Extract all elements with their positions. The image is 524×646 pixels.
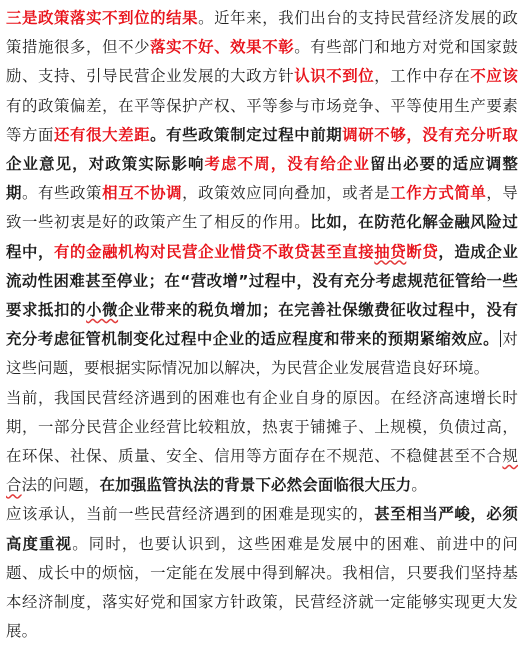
text-segment: 。有些政策 [22, 184, 103, 203]
text-segment: 有的金融机构对民营企业惜贷不敢贷甚至直接 [54, 242, 375, 261]
text-segment: 法的问题， [21, 476, 100, 495]
text-segment: 工作方式简单 [390, 184, 487, 203]
text-segment: 。有些政策制定过程中前期 [150, 125, 343, 144]
document-body [6, 4, 518, 646]
text-segment: 调研不够，没有充分听取 [342, 125, 518, 144]
text-segment: 应该承认，当前一些民营经济遇到的困难是现实的， [6, 505, 375, 524]
text-segment: 当前，我国民营经济遇到的困难也有企业自身的原因。在经济高速增长时期，一部分民营企业经营比较粗放，热衷于铺摊子、上规模，负债过高，在环保、社保、质量、安全、信用等方面存在不规范、不稳健甚至不合 [6, 388, 518, 466]
text-segment: 。同时，也要认识到，这些困难是发展中的困难、前进中的问题、成长中的烦恼，一定能在发展中得到解决。我相信，只要我们坚持基本经济制度，落实好党和国家方针政策，民营经济就一定能够实现更大发展。 [6, 534, 518, 641]
text-segment: 企业带来的税负增加；在完善社保缴费征收过程中，没有充分考虑征管机制变化过程中企业的适应程度和带来的预期紧缩效应。 [6, 301, 518, 349]
text-segment: 断贷 [406, 242, 439, 261]
text-segment: 。有些部门和地方对党和国家鼓励、支持、引导民营企业发展的大政方针 [6, 38, 518, 86]
paragraph-3 [6, 500, 518, 646]
text-segment: 在加强监管执法的背景下必然会面临很大压力 [99, 476, 412, 495]
text-segment: 小微 [86, 301, 119, 320]
text-segment: ，导致一些初衷是好的政策产生了相反的作用。 [6, 184, 518, 232]
text-segment: 考虑不周，没有给企业 [204, 155, 371, 174]
text-segment: 甚至相当严峻，必须高度重视 [6, 505, 518, 553]
text-segment: 有的政策偏差，在平等保护产权、平等参与市场竞争、平等使用生产要素等方面 [6, 96, 518, 144]
text-segment: 相互不协调 [102, 184, 183, 203]
text-segment: 还有很大差距 [54, 125, 151, 144]
paragraph-2 [6, 384, 518, 501]
text-segment: ，造成企业流动性困难甚至停业；在“营改增”过程中，没有充分考虑规范征管给一些要求抵扣的 [6, 242, 518, 320]
text-segment: 。近年来，我们出台的支持民营经济发展的政策措施很多，但不少 [6, 9, 518, 57]
text-segment: 规合 [6, 447, 518, 495]
text-segment: 认识不到位 [294, 67, 375, 86]
text-segment: 不应该 [470, 67, 518, 86]
text-segment: 对这些问题，要根据实际情况加以解决，为民营企业发展营造良好环境。 [6, 330, 518, 378]
text-segment: 抽贷 [374, 242, 407, 261]
text-segment: ，政策效应同向叠加，或者是 [182, 184, 391, 203]
text-segment: 企业意见，对政策实际影响 [6, 155, 205, 174]
text-segment: 比如，在防范化解金融风险过程中， [6, 213, 518, 261]
text-segment: 留出必要的适应调整期 [6, 155, 518, 203]
text-segment: ，工作中存在 [374, 67, 471, 86]
text-cursor [500, 330, 501, 347]
paragraph-1 [6, 4, 518, 384]
text-segment: 三是政策落实不到位的结果 [6, 9, 199, 27]
text-segment: 落实不好、效果不彰 [150, 38, 295, 57]
text-segment: 。 [411, 476, 427, 495]
